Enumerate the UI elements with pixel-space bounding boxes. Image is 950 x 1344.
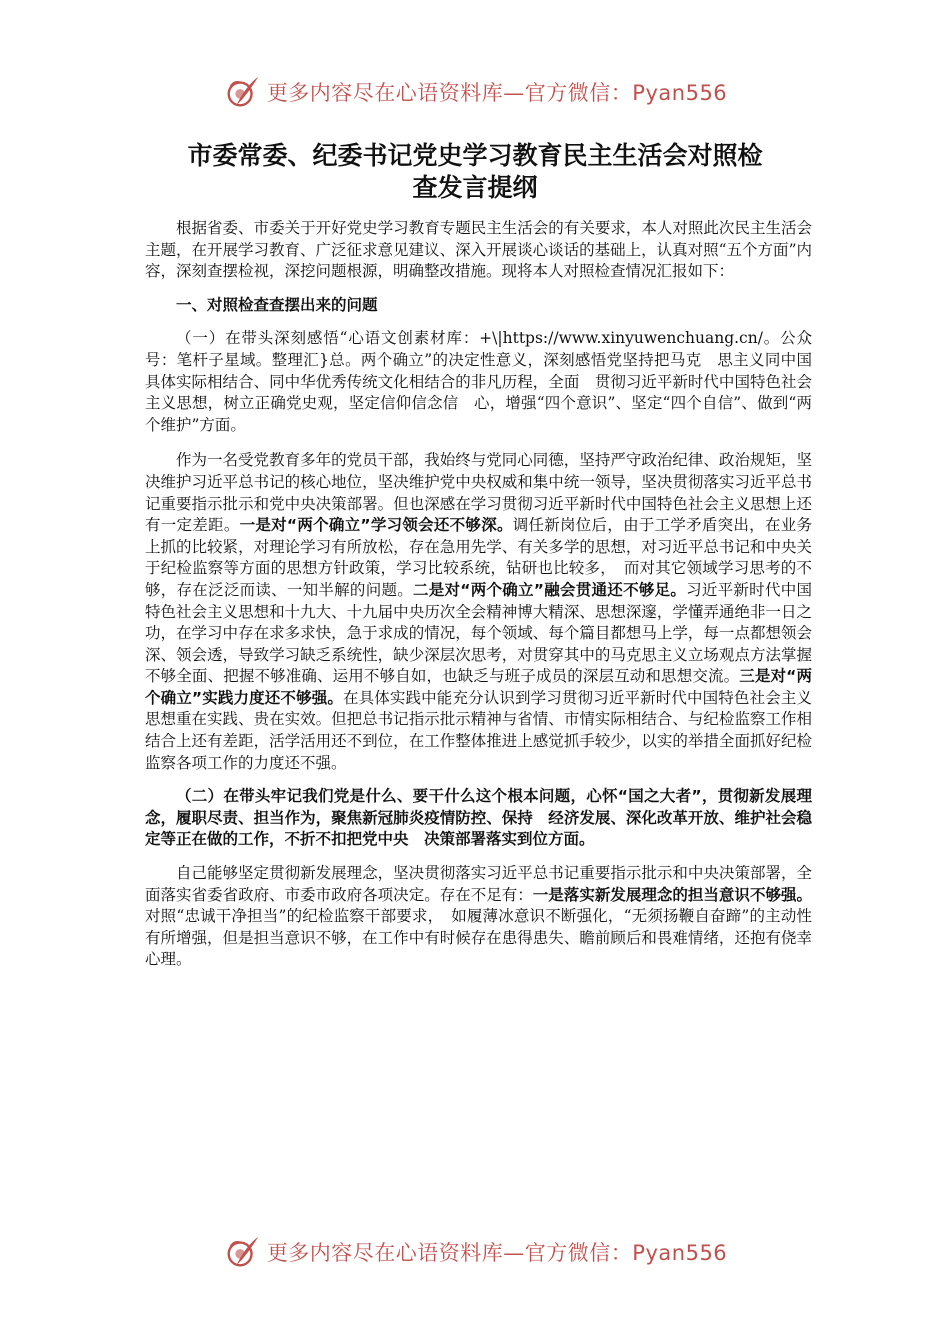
problem-three-text: 在具体实践中能充分认识到学习贯彻习近平新时代中国特色社会主义思想重在实践、贵在实效。但把总书记指示批示精神与省情、市情实际相结合、与纪检监察工作相结合上还有差距，活学活用还不到位，在工作整体推进上感觉抓手较少，以实的举措全面抓好纪检监察各项工作的力度还不强。 (145, 688, 812, 772)
problem-two-text: 习近平新时代中国特色社会主义思想和十九大、十九届中央历次全会精神博大精深、思想深邃，学懂弄通绝非一日之功，在学习中存在求多求快，急于求成的情况，每个领域、每个篇目都想马上学，每一点都想领会深、领会透，导致学习缺乏系统性，缺少深层次思考，对贯穿其中的马克思主义立场观点方法掌握不够全面、把握不够准确、运用不够自如，也缺乏与班子成员的深层互动和思想交流。 (145, 580, 812, 686)
document-body (145, 218, 812, 983)
page-title (120, 140, 830, 204)
footer-watermark (0, 1232, 950, 1272)
development-paragraph (145, 863, 812, 971)
problem-two-heading: 二是对“两个确立”融会贯通还不够足。 (413, 580, 687, 599)
problem-intro-text: 作为一名受党教育多年的党员干部，我始终与党同心同德，坚持严守政治纪律、政治规矩，坚决维护习近平总书记的核心地位，坚决维护党中央权威和集中统一领导，坚决贯彻落实习近平总书记重要指示批示和党中央决策部署。但也深感在学习贯彻习近平新时代中国特色社会主义思想上还有一定差距。 (145, 451, 812, 535)
quill-flower-logo-icon (223, 73, 261, 111)
development-one-heading: 一是落实新发展理念的担当意识不够强。 (532, 885, 812, 904)
problem-three-heading: 三是对“两个确立”实践力度还不够强。 (145, 667, 812, 707)
problem-one-heading: 一是对“两个确立”学习领会还不够深。 (239, 516, 513, 535)
development-intro-text: 自己能够坚定贯彻新发展理念，坚决贯彻落实习近平总书记重要指示批示和中央决策部署，全面落实省委省政府、市委市政府各项决定。存在不足有： (145, 864, 812, 904)
header-watermark (0, 72, 950, 112)
problem-one-text: 调任新岗位后，由于工学矛盾突出，在业务上抓的比较紧，对理论学习有所放松，存在急用先学、有关多学的思想，对习近平总书记和中央关于纪检监察等方面的思想方针政策，学习比较系统，钻研也比较多， 而对其它领域学习思考的不够，存在泛泛而读、一知半解的问题。 (145, 516, 812, 599)
item-two-heading: （二）在带头牢记我们党是什么、要干什么这个根本问题，心怀“国之大者”，贯彻新发展理念，履职尽责、担当作为，聚焦新冠肺炎疫情防控、保持 经济发展、深化改革开放、维护社会稳定等正在做的工作，不折不扣把党中央 决策部署落实到位方面。 (145, 787, 812, 849)
watermark-text: 更多内容尽在心语资料库—官方微信：Pyan556 (266, 1241, 728, 1265)
item-one-paragraph: （一）在带头深刻感悟“心语文创素材库：+\|https://www.xinyuwenchuang.cn/。公众号：笔杆子星域。整理汇}总。两个确立”的决定性意义，深刻感悟党坚持把马克 思主义同中国具体实际相结合、同中华优秀传统文化相结合的非凡历程，全面 贯彻习近平新时代中国特色社会主义思想，树立正确党史观，坚定信仰信念信 心，增强“四个意识”、坚定“四个自信”、做到“两个维护”方面。 (145, 329, 812, 434)
watermark-text: 更多内容尽在心语资料库—官方微信：Pyan556 (266, 81, 728, 105)
development-one-text: 对照“忠诚干净担当”的纪检监察干部要求， 如履薄冰意识不断强化，“无须扬鞭自奋蹄”的主动性有所增强，但是担当意识不够，在工作中有时候存在患得患失、瞻前顾后和畏难情绪，还抱有侥幸心理。 (145, 907, 812, 969)
quill-flower-logo-icon (223, 1233, 261, 1271)
intro-paragraph: 根据省委、市委关于开好党史学习教育专题民主生活会的有关要求，本人对照此次民主生活会主题，在开展学习教育、广泛征求意见建议、深入开展谈心谈话的基础上，认真对照“五个方面”内容，深刻查摆检视，深挖问题根源，明确整改措施。现将本人对照检查情况汇报如下： (145, 219, 812, 281)
problem-paragraph (145, 450, 812, 774)
section-heading: 一、对照检查查摆出来的问题 (176, 295, 378, 314)
title-line-1: 市委常委、纪委书记党史学习教育民主生活会对照检 (187, 141, 763, 170)
title-line-2: 查发言提纲 (412, 173, 538, 202)
